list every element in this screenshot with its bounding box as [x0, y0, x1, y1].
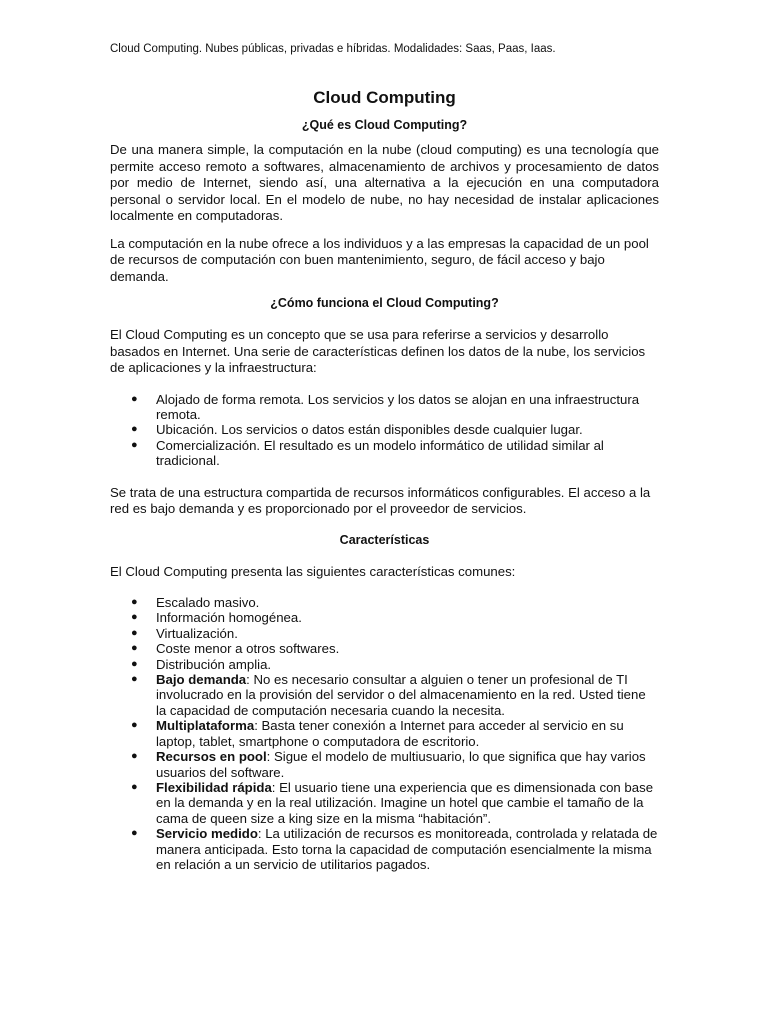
paragraph-shared-structure: Se trata de una estructura compartida de recursos informáticos configurables. El acceso a la red es bajo demanda y es proporcionado por el proveedor de servicios.	[110, 484, 651, 517]
bullet-icon: ●	[131, 642, 138, 655]
bullet-icon: ●	[131, 827, 138, 840]
bullet-icon: ●	[131, 392, 138, 405]
paragraph-concept: El Cloud Computing es un concepto que se usa para referirse a servicios y desarrollo basados en Internet. Una serie de características definen los datos de la nube, los servicios de aplicaciones y la infraestructura:	[110, 327, 646, 375]
heading-como-funciona: ¿Cómo funciona el Cloud Computing?	[270, 296, 499, 310]
term-label: Recursos en pool	[156, 749, 267, 765]
list-item: ● Bajo demanda: No es necesario consultar a alguien o tener un profesional de TI involucrado en la provisión del servidor o del almacenamiento en la red. Usted tiene la capacidad de computación necesaria cuando la necesita.	[131, 672, 646, 718]
document-title: Cloud Computing	[313, 88, 456, 107]
heading-caracteristicas: Características	[339, 532, 430, 547]
bullet-icon: ●	[131, 750, 138, 763]
list-item: ● Información homogénea.	[131, 610, 302, 626]
term-label: Bajo demanda	[156, 672, 247, 688]
document-body	[110, 88, 659, 888]
bullet-icon: ●	[131, 423, 138, 436]
list-features-hosting	[110, 392, 659, 469]
list-item: ● Distribución amplia.	[131, 656, 272, 672]
bullet-icon: ●	[131, 611, 138, 624]
list-item: ● Alojado de forma remota. Los servicios y los datos se alojan en una infraestructura remota.	[131, 391, 640, 422]
bullet-icon: ●	[131, 438, 138, 451]
list-item: ● Recursos en pool: Sigue el modelo de multiusuario, lo que significa que hay varios usuarios del software.	[131, 749, 646, 780]
bullet-icon: ●	[131, 780, 138, 793]
list-item: ● Ubicación. Los servicios o datos están disponibles desde cualquier lugar.	[131, 422, 583, 438]
paragraph-common-features: El Cloud Computing presenta las siguientes características comunes:	[110, 563, 516, 579]
heading-que-es: ¿Qué es Cloud Computing?	[301, 118, 468, 132]
bullet-icon: ●	[131, 626, 138, 639]
paragraph-definition: De una manera simple, la computación en la nube (cloud computing) es una tecnología que permite acceso remoto a softwares, almacenamiento de archivos y procesamiento de datos por medio de Internet, siendo así, una alternativa a la ejecución en una computadora personal o servidor local. En el modelo de nube, no hay necesidad de instalar aplicaciones localmente en computadoras.	[110, 142, 659, 223]
list-item: ● Flexibilidad rápida: El usuario tiene una experiencia que es dimensionada con base en la demanda y en la real utilización. Imagine un hotel que cambie el tamaño de la cama de queen size a king size en la misma “habitación”.	[131, 779, 654, 826]
list-item: ● Virtualización.	[131, 625, 238, 641]
bullet-icon: ●	[131, 719, 138, 732]
term-label: Multiplataforma	[156, 718, 255, 734]
list-item: ● Escalado masivo.	[131, 595, 260, 611]
page-header: Cloud Computing. Nubes públicas, privadas e híbridas. Modalidades: Saas, Paas, Iaas.	[110, 43, 556, 55]
list-item: ● Comercialización. El resultado es un modelo informático de utilidad similar al tradicional.	[131, 437, 604, 469]
bullet-icon: ●	[131, 596, 138, 609]
bullet-icon: ●	[131, 657, 138, 670]
paragraph-offer: La computación en la nube ofrece a los individuos y a las empresas la capacidad de un pool de recursos de computación con buen mantenimiento, seguro, de fácil acceso y bajo demanda.	[110, 235, 649, 284]
term-label: Servicio medido	[156, 826, 258, 842]
bullet-icon: ●	[131, 673, 138, 686]
list-item: ● Coste menor a otros softwares.	[131, 641, 340, 657]
list-characteristics	[110, 595, 659, 872]
term-label: Flexibilidad rápida	[156, 779, 272, 795]
list-item: ● Multiplataforma: Basta tener conexión a Internet para acceder al servicio en su laptop, tablet, smartphone o computadora de escritorio.	[131, 718, 624, 749]
list-item: ● Servicio medido: La utilización de recursos es monitoreada, controlada y relatada de manera anticipada. Esto torna la capacidad de computación esencialmente la misma en relación a un servicio de utilitarios pagados.	[131, 826, 658, 872]
